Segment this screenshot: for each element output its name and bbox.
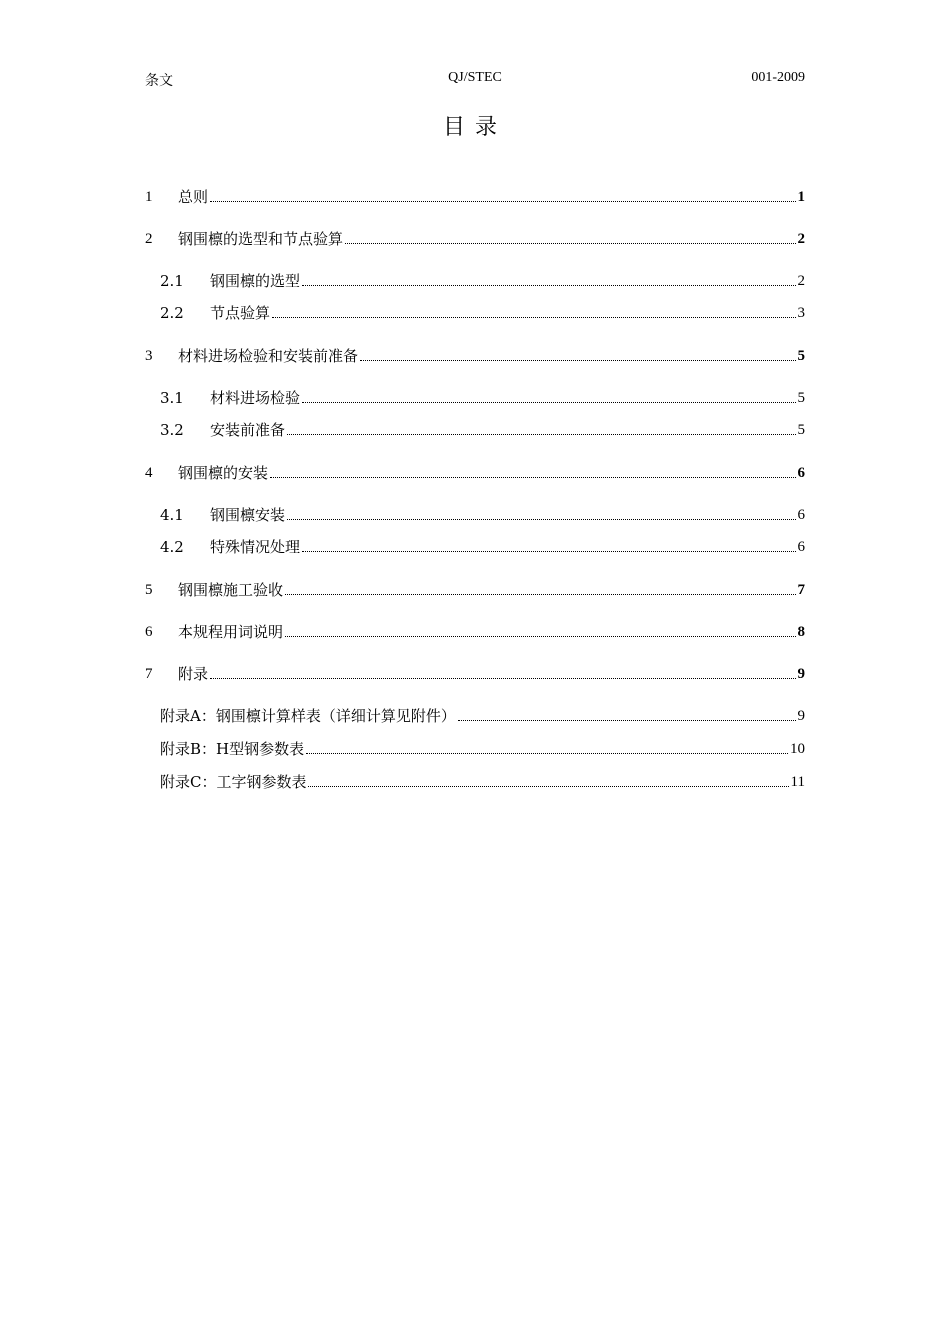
toc-entry-number: 2.1 xyxy=(160,272,184,290)
toc-entry[interactable] xyxy=(145,225,805,249)
dot-leader xyxy=(270,477,795,478)
toc-entry[interactable] xyxy=(145,576,805,600)
dot-leader xyxy=(308,786,788,787)
toc-entry-page-number: 5 xyxy=(797,390,805,406)
toc-entry-label: 钢围檩的安装 xyxy=(178,464,269,482)
toc-entry-page-number: 5 xyxy=(797,422,805,438)
toc-entry-label: 材料进场检验 xyxy=(210,389,301,407)
dot-leader xyxy=(210,201,795,202)
dot-leader xyxy=(285,636,795,637)
toc-entry-number: 7 xyxy=(145,666,153,682)
toc-entry-label: 本规程用词说明 xyxy=(178,623,284,641)
toc-entry-page-number: 6 xyxy=(797,539,805,555)
toc-entry-number: 4.1 xyxy=(160,506,184,524)
toc-entry-page-number: 9 xyxy=(797,666,805,682)
toc-entry-page-number: 6 xyxy=(797,507,805,523)
dot-leader xyxy=(302,285,795,286)
toc-entry-page-number: 5 xyxy=(797,348,805,364)
toc-entry[interactable] xyxy=(160,267,805,291)
dot-leader xyxy=(287,434,795,435)
toc-entry-label: 安装前准备 xyxy=(210,421,286,439)
header-right: 001-2009 xyxy=(751,70,805,85)
toc-entry-number: 2.2 xyxy=(160,304,184,322)
toc-entry-page-number: 7 xyxy=(797,582,805,598)
header-left: 条文 xyxy=(145,74,173,89)
toc-entry-page-number: 2 xyxy=(797,273,805,289)
toc-entry-label: 钢围檩施工验收 xyxy=(178,581,284,599)
toc-entry-label: 钢围檩的选型和节点验算 xyxy=(178,230,344,248)
dot-leader xyxy=(287,519,795,520)
toc-entry-label: 总则 xyxy=(178,188,209,206)
toc-entry-number: 5 xyxy=(145,582,153,598)
dot-leader xyxy=(302,551,795,552)
toc-entry[interactable] xyxy=(145,183,805,207)
dot-leader xyxy=(302,402,795,403)
dot-leader xyxy=(285,594,795,595)
dot-leader xyxy=(458,720,796,721)
dot-leader xyxy=(345,243,795,244)
toc-entry[interactable] xyxy=(145,618,805,642)
toc-entry[interactable] xyxy=(160,768,805,792)
dot-leader xyxy=(306,753,788,754)
toc-title: 目录 xyxy=(442,115,507,140)
toc-entry-label: 附录 xyxy=(178,665,209,683)
toc-entry-page-number: 11 xyxy=(790,774,805,790)
toc-entry-page-number: 10 xyxy=(790,741,805,757)
toc-entry-label: 附录B：H型钢参数表 xyxy=(160,740,305,758)
toc-entry-number: 1 xyxy=(145,189,153,205)
toc-entry-page-number: 3 xyxy=(797,305,805,321)
toc-entry-page-number: 6 xyxy=(797,465,805,481)
toc-entry[interactable] xyxy=(145,459,805,483)
toc-entry-page-number: 8 xyxy=(797,624,805,640)
toc-entry-page-number: 1 xyxy=(797,189,805,205)
toc-entry-label: 钢围檩安装 xyxy=(210,506,286,524)
toc-entry[interactable] xyxy=(145,342,805,366)
header-center: QJ/STEC xyxy=(448,70,502,85)
toc-entry-number: 4.2 xyxy=(160,538,184,556)
toc-entry[interactable] xyxy=(160,501,805,525)
toc-entry[interactable] xyxy=(145,660,805,684)
toc-entry-number: 2 xyxy=(145,231,153,247)
toc-entry-number: 6 xyxy=(145,624,153,640)
toc-entry[interactable] xyxy=(160,384,805,408)
toc-entry-page-number: 2 xyxy=(797,231,805,247)
toc-entry-label: 材料进场检验和安装前准备 xyxy=(178,347,359,365)
toc-entry-label: 节点验算 xyxy=(210,304,271,322)
toc-entry-label: 钢围檩的选型 xyxy=(210,272,301,290)
toc-entry-label: 特殊情况处理 xyxy=(210,538,301,556)
toc-entry[interactable] xyxy=(160,702,805,726)
toc-entry-number: 3.2 xyxy=(160,421,184,439)
toc-entry-label: 附录C：工字钢参数表 xyxy=(160,773,307,791)
toc-entry-number: 4 xyxy=(145,465,153,481)
dot-leader xyxy=(360,360,795,361)
toc-entry-number: 3 xyxy=(145,348,153,364)
toc-entry-number: 3.1 xyxy=(160,389,184,407)
dot-leader xyxy=(272,317,795,318)
page-header xyxy=(145,70,805,92)
toc-entry[interactable] xyxy=(160,533,805,557)
toc-entry[interactable] xyxy=(160,735,805,759)
toc-entry[interactable] xyxy=(160,299,805,323)
toc-entry[interactable] xyxy=(160,416,805,440)
toc-entry-label: 附录A：钢围檩计算样表（详细计算见附件） xyxy=(160,707,456,725)
toc-entry-page-number: 9 xyxy=(797,708,805,724)
dot-leader xyxy=(210,678,795,679)
